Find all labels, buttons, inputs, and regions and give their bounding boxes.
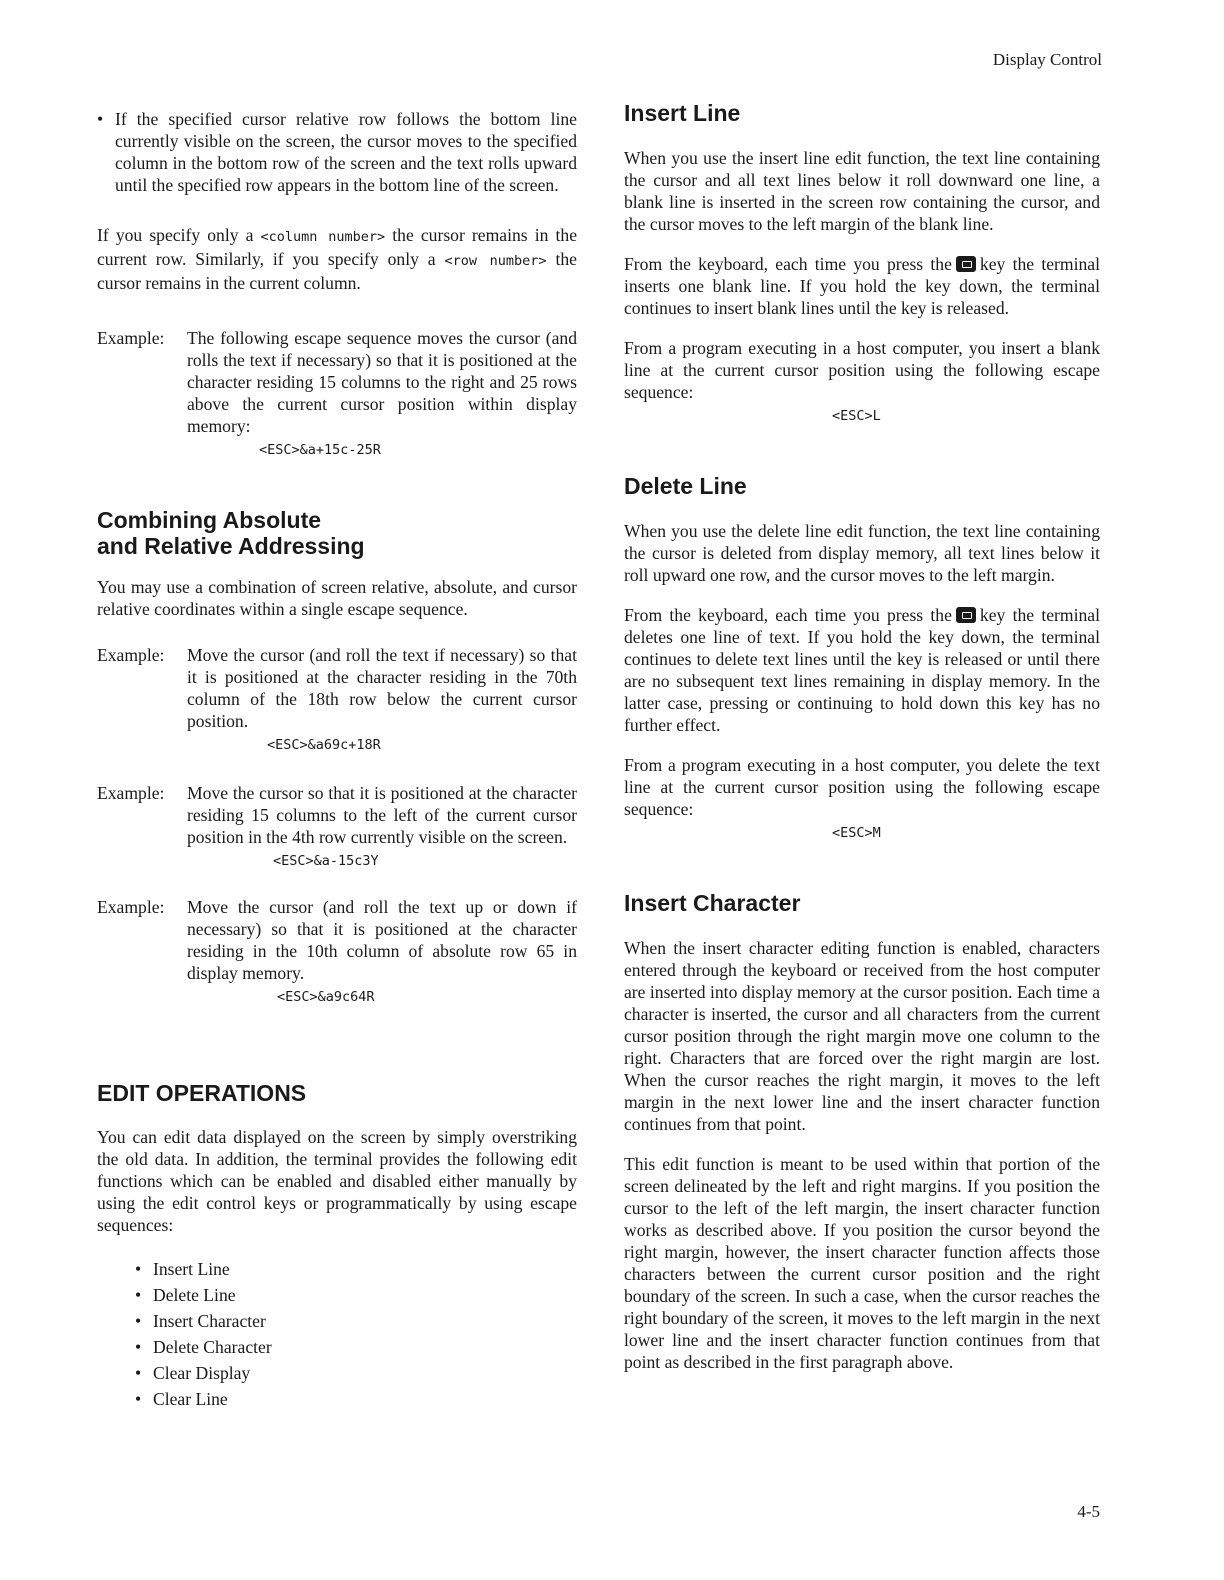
escape-sequence: <ESC>&a+15c-25R <box>259 442 381 458</box>
para-specify-t2: the cursor remains in the current row. Similarly, if you specify only a <box>97 225 578 269</box>
section-heading-combining <box>97 507 577 559</box>
delete-line-para3: From a program executing in a host computer, you delete the text line at the current cursor position using the following escape sequence: <box>624 755 1100 819</box>
list-item <box>135 1282 577 1308</box>
right-column <box>624 100 1100 1373</box>
escape-sequence: <ESC>&a9c64R <box>277 989 375 1005</box>
example-text: The following escape sequence moves the cursor (and rolls the text if necessary) so that it is positioned at the character residing 15 columns to the right and 25 rows above the current cursor position within display memory: <box>187 328 577 436</box>
bullet-icon: • <box>135 1311 142 1331</box>
combining-para: You may use a combination of screen relative, absolute, and cursor relative coordinates within a single escape sequence. <box>97 577 577 619</box>
escape-sequence: <ESC>&a69c+18R <box>267 737 381 753</box>
running-head: Display Control <box>992 50 1102 69</box>
section-heading-insert-line: Insert Line <box>624 100 741 126</box>
insert-line-para2-start: From the keyboard, each time you press the <box>624 254 952 274</box>
para-specify <box>97 224 577 294</box>
section-heading-edit-operations: EDIT OPERATIONS <box>97 1080 307 1106</box>
insert-character-para2: This edit function is meant to be used within that portion of the screen delineated by the left and right margins. If you position the cursor to the left of the left margin, the insert character function works as described above. If you position the cursor beyond the right margin, however, the insert character function affects those characters between the current cursor position and the right boundary of the screen. In such a case, when the cursor reaches the right boundary of the screen, it moves to the left margin in the next lower line and the insert character function continues from that point as described in the first paragraph above. <box>624 1154 1100 1372</box>
bullet-icon: • <box>135 1259 142 1279</box>
example-label: Example: <box>97 328 165 348</box>
heading-line: and Relative Addressing <box>97 533 365 559</box>
para-specify-t3: the cursor remains in the current column. <box>97 249 577 293</box>
list-item-label: Delete Character <box>153 1337 272 1357</box>
example-combining-3 <box>97 896 577 1008</box>
example-text: Move the cursor (and roll the text up or down if necessary) so that it is positioned at the character residing in the 10th column of absolute row 65 in display memory. <box>187 897 577 983</box>
insert-line-para2 <box>624 253 1100 319</box>
list-item <box>135 1386 577 1412</box>
delete-line-para2-end: key the terminal deletes one line of text. If you hold the key down, the terminal continues to delete text lines until the key is released or until there are no subsequent text lines remaining in display memory. In the latter case, pressing or continuing to hold down this key has no further effect. <box>624 605 1100 735</box>
insert-line-para1: When you use the insert line edit function, the text line containing the cursor and all text lines below it roll downward one line, a blank line is inserted in the screen row containing the cursor, and the cursor moves to the left margin of the blank line. <box>624 148 1100 234</box>
heading-line: Combining Absolute <box>97 507 322 533</box>
example-combining-1 <box>97 644 577 756</box>
bullet-icon: • <box>135 1363 142 1383</box>
list-item-label: Insert Character <box>153 1311 266 1331</box>
list-item <box>135 1360 577 1386</box>
list-item-label: Clear Line <box>153 1389 228 1409</box>
insert-line-para3: From a program executing in a host computer, you insert a blank line at the current cursor position using the following escape sequence: <box>624 338 1100 402</box>
page-number: 4-5 <box>1077 1502 1100 1521</box>
column-number-term: <column number> <box>260 229 386 245</box>
example-label: Example: <box>97 897 165 917</box>
section-heading-insert-character: Insert Character <box>624 890 801 916</box>
bullet-rolls-text: If the specified cursor relative row follows the bottom line currently visible on the screen, the cursor moves to the specified column in the bottom row of the screen and the text rolls upward until the specified row appears in the bottom line of the screen. <box>115 109 577 195</box>
delete-line-key-icon <box>956 607 976 623</box>
list-item-label: Insert Line <box>153 1259 230 1279</box>
bullet-icon: • <box>135 1285 142 1305</box>
escape-sequence: <ESC>M <box>832 825 881 841</box>
escape-sequence: <ESC>L <box>832 408 881 424</box>
edit-functions-list <box>97 1256 577 1412</box>
delete-line-para2-start: From the keyboard, each time you press the <box>624 605 952 625</box>
insert-character-para1: When the insert character editing function is enabled, characters entered through the keyboard or received from the host computer are inserted into display memory at the cursor position. Each time a character is inserted, the cursor and all characters from the current cursor position through the right margin move one column to the right. Characters that are forced over the right margin are lost. When the cursor reaches the right margin, it moves to the left margin in the next lower line and the insert character function continues from that point. <box>624 938 1100 1134</box>
edit-operations-para: You can edit data displayed on the screen by simply overstriking the old data. In addition, the terminal provides the following edit functions which can be enabled and disabled either manually by using the edit control keys or programmatically by using escape sequences: <box>97 1127 577 1235</box>
example-text: Move the cursor so that it is positioned at the character residing 15 columns to the left of the current cursor position in the 4th row currently visible on the screen. <box>187 783 577 847</box>
list-item-label: Clear Display <box>153 1363 251 1383</box>
para-specify-t1: If you specify only a <box>97 225 261 245</box>
left-column <box>97 100 577 1412</box>
insert-line-para2-end: key the terminal inserts one blank line. If you hold the key down, the terminal continues to insert blank lines until the key is released. <box>624 254 1100 318</box>
example-relative <box>97 327 577 461</box>
escape-sequence: <ESC>&a-15c3Y <box>273 853 379 869</box>
delete-line-para2 <box>624 604 1100 736</box>
example-label: Example: <box>97 783 165 803</box>
bullet-rolls <box>97 108 577 196</box>
delete-line-para1: When you use the delete line edit function, the text line containing the cursor is deleted from display memory, all text lines below it roll upward one row, and the cursor moves to the left margin. <box>624 521 1100 585</box>
bullet-icon: • <box>135 1389 142 1409</box>
bullet-icon: • <box>97 109 104 129</box>
insert-line-key-icon <box>956 256 976 272</box>
example-combining-2 <box>97 782 577 872</box>
list-item <box>135 1308 577 1334</box>
example-label: Example: <box>97 645 165 665</box>
list-item <box>135 1334 577 1360</box>
example-text: Move the cursor (and roll the text if necessary) so that it is positioned at the character residing in the 70th column of the 18th row below the current cursor position. <box>187 645 577 731</box>
bullet-icon: • <box>135 1337 142 1357</box>
row-number-term: <row number> <box>444 253 547 269</box>
section-heading-delete-line: Delete Line <box>624 473 747 499</box>
list-item <box>135 1256 577 1282</box>
list-item-label: Delete Line <box>153 1285 236 1305</box>
